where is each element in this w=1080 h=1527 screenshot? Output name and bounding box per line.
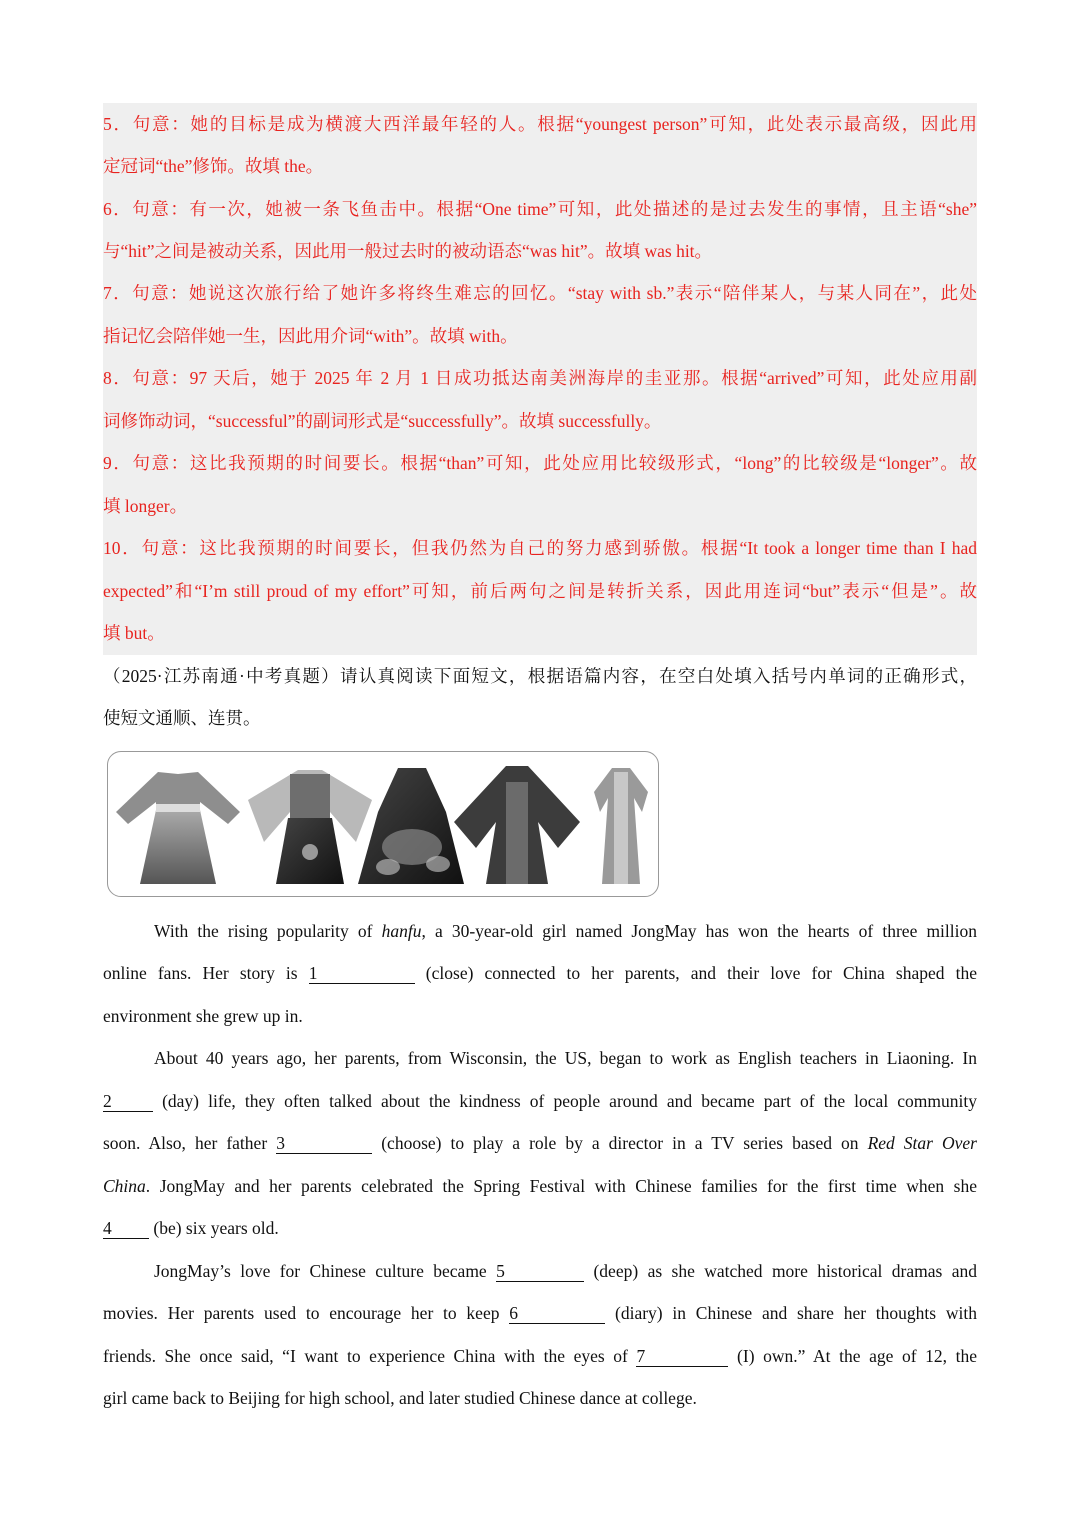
passage-p3-line4: girl came back to Beijing for high school, and later studied Chinese dance at college. <box>103 1388 697 1408</box>
hanfu-dress-2-icon <box>248 770 372 884</box>
answer-8-line2: 词修饰动词，“successful”的副词形式是“successfully”。故填 successfully。 <box>103 411 662 431</box>
blank-2[interactable]: 2 <box>103 1091 153 1112</box>
answer-10-line1: 10．句意：这比我预期的时间要长，但我仍然为自己的努力感到骄傲。根据“It took a longer time than I had <box>103 538 977 558</box>
blank-1[interactable]: 1 <box>309 963 415 984</box>
passage-text: (day) life, they often talked about the kindness of people around and became part of the local community <box>153 1091 977 1111</box>
passage-p3-line3 <box>103 1335 977 1377</box>
answer-10-line3: 填 but。 <box>103 623 165 643</box>
passage-text: (be) six years old. <box>149 1218 279 1238</box>
answer-6-line1: 6．句意：有一次，她被一条飞鱼击中。根据“One time”可知，此处描述的是过去发生的事情，且主语“she” <box>103 199 977 219</box>
blank-4[interactable]: 4 <box>103 1218 149 1239</box>
passage-p3-line2 <box>103 1292 977 1334</box>
passage-p1-line1 <box>154 910 977 952</box>
passage-text: (choose) to play a role by a director in a TV series based on <box>372 1133 868 1153</box>
passage-text: With the rising popularity of <box>154 921 382 941</box>
answer-9-line2: 填 longer。 <box>103 496 188 516</box>
passage-p1-line2 <box>103 952 977 994</box>
passage-text: . JongMay and her parents celebrated the Spring Festival with Chinese families for the first time when she <box>145 1176 977 1196</box>
blank-6[interactable]: 6 <box>509 1303 605 1324</box>
answer-9-line1: 9．句意：这比我预期的时间要长。根据“than”可知，此处应用比较级形式，“long”的比较级是“longer”。故 <box>103 453 977 473</box>
passage-p2-line2 <box>103 1080 977 1122</box>
passage-italic-hanfu: hanfu <box>381 921 422 941</box>
passage-p3-line1 <box>154 1250 977 1292</box>
passage-text: (diary) in Chinese and share her thoughts with <box>605 1303 977 1323</box>
passage-text: movies. Her parents used to encourage her to keep <box>103 1303 510 1323</box>
passage-italic-title: Red Star Over <box>867 1133 977 1153</box>
answer-5-line1: 5．句意：她的目标是成为横渡大西洋最年轻的人。根据“youngest person”可知，此处表示最高级，因此用 <box>103 114 977 134</box>
hanfu-image-strip <box>107 751 659 897</box>
passage-p1-line3: environment she grew up in. <box>103 1006 303 1026</box>
answer-10-line2: expected”和“I’m still proud of my effort”可知，前后两句之间是转折关系，因此用连词“but”表示“但是”。故 <box>103 581 977 601</box>
question-intro-line1: （2025·江苏南通·中考真题）请认真阅读下面短文，根据语篇内容，在空白处填入括号内单词的正确形式， <box>103 666 977 686</box>
passage-text: (close) connected to her parents, and their love for China shaped the <box>414 963 977 983</box>
passage-p2-line3 <box>103 1122 977 1164</box>
passage-italic-title: China <box>103 1176 146 1196</box>
passage-text: JongMay’s love for Chinese culture became <box>154 1261 497 1281</box>
passage-p2-line1: About 40 years ago, her parents, from Wisconsin, the US, began to work as English teachers in Liaoning. In <box>154 1048 977 1068</box>
blank-5[interactable]: 5 <box>496 1261 584 1282</box>
hanfu-dress-3-icon <box>358 768 464 884</box>
passage-text: (I) own.” At the age of 12, the <box>728 1346 977 1366</box>
answer-5-line2: 定冠词“the”修饰。故填 the。 <box>103 156 324 176</box>
passage-p2-line4 <box>103 1165 977 1207</box>
blank-7[interactable]: 7 <box>636 1346 728 1367</box>
passage-text: soon. Also, her father <box>103 1133 277 1153</box>
answer-7-line1: 7．句意：她说这次旅行给了她许多将终生难忘的回忆。“stay with sb.”表示“陪伴某人，与某人同在”，此处 <box>103 283 977 303</box>
passage-text: (deep) as she watched more historical dramas and <box>584 1261 977 1281</box>
passage-p2-line5 <box>103 1207 977 1249</box>
answer-7-line2: 指记忆会陪伴她一生，因此用介词“with”。故填 with。 <box>103 326 518 346</box>
passage-text: friends. She once said, “I want to experience China with the eyes of <box>103 1346 637 1366</box>
hanfu-dress-1-icon <box>116 772 240 884</box>
passage-text: , a 30-year-old girl named JongMay has won the hearts of three million <box>421 921 978 941</box>
passage-text: online fans. Her story is <box>103 963 309 983</box>
answer-6-line2: 与“hit”之间是被动关系，因此用一般过去时的被动语态“was hit”。故填 was hit。 <box>103 241 713 261</box>
question-intro-line2: 使短文通顺、连贯。 <box>103 708 261 728</box>
hanfu-dress-5-icon <box>594 768 648 884</box>
hanfu-dress-4-icon <box>454 766 580 884</box>
answer-8-line1: 8．句意：97 天后，她于 2025 年 2 月 1 日成功抵达南美洲海岸的圭亚那。根据“arrived”可知，此处应用副 <box>103 368 977 388</box>
blank-3[interactable]: 3 <box>276 1133 372 1154</box>
